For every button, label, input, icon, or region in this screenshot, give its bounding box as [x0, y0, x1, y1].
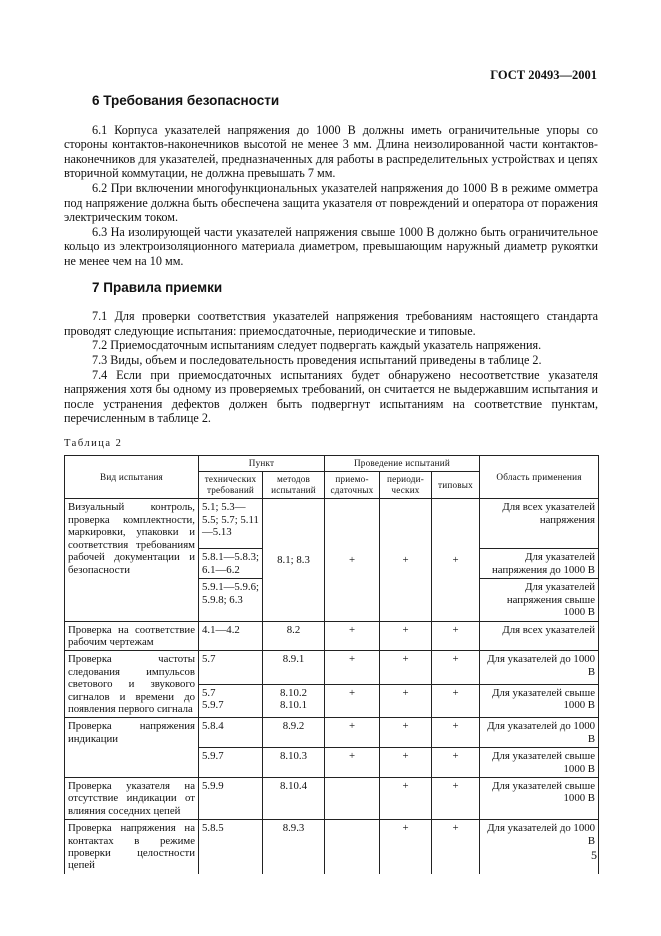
- header-scope: Область применения: [480, 456, 599, 499]
- content: [64, 94, 598, 874]
- paragraph-6-3: 6.3 На изолирующей части указателей напряжения свыше 1000 В должно быть ограничительное кольцо из электроизоляционного материала диаметром, превышающим наружный диаметр рукоятки не менее чем на 10 мм.: [64, 224, 598, 268]
- cell-methods: 8.2: [263, 621, 325, 651]
- cell-acceptance: [325, 820, 380, 874]
- cell-scope: Для указателей до 1000 В: [480, 820, 599, 874]
- cell-periodic: +: [380, 820, 432, 874]
- header-tech-req: технических требований: [199, 472, 263, 499]
- cell-type: +: [432, 684, 480, 718]
- cell-scope: Для всех указателей: [480, 621, 599, 651]
- section-7-title: 7 Правила приемки: [92, 279, 223, 295]
- cell-methods: 8.10.2 8.10.1: [263, 684, 325, 718]
- cell-acceptance: +: [325, 718, 380, 748]
- header-periodic: периоди-ческих: [380, 472, 432, 499]
- cell-tech: 5.9.9: [199, 777, 263, 819]
- standard-id: ГОСТ 20493—2001: [490, 68, 597, 82]
- cell-periodic: +: [380, 718, 432, 748]
- cell-periodic: +: [380, 499, 432, 621]
- cell-type: +: [432, 718, 480, 748]
- cell-methods: 8.1; 8.3: [263, 499, 325, 621]
- cell-tech: 5.8.1—5.8.3; 6.1—6.2: [199, 549, 263, 579]
- cell-periodic: +: [380, 621, 432, 651]
- table-header-row: [65, 456, 599, 472]
- paragraph-7-4: 7.4 Если при приемосдаточных испытаниях будет обнаружено несоответствие указателя напряжения хотя бы одному из проверяемых требований, он считается не выдержавшим испытания и после устранения дефектов должен быть подвергнут испытаниям на соответствие пунктам, перечисленным в таблице 2.: [64, 367, 598, 426]
- cell-scope: Для всех указателей напряжения: [480, 499, 599, 549]
- cell-periodic: +: [380, 651, 432, 685]
- cell-methods: 8.9.3: [263, 820, 325, 874]
- cell-periodic: +: [380, 684, 432, 718]
- table-row: [65, 777, 599, 819]
- cell-scope: Для указателей свыше 1000 В: [480, 777, 599, 819]
- paragraph-7-1: 7.1 Для проверки соответствия указателей напряжения требованиям настоящего стандарта проводят следующие испытания: приемосдаточные, периодические и типовые.: [64, 309, 598, 338]
- cell-scope: Для указателей напряжения до 1000 В: [480, 549, 599, 579]
- cell-periodic: +: [380, 748, 432, 778]
- cell-tech: 4.1—4.2: [199, 621, 263, 651]
- cell-type: +: [432, 621, 480, 651]
- header-methods: методов испытаний: [263, 472, 325, 499]
- cell-scope: Для указателей до 1000 В: [480, 718, 599, 748]
- cell-type: +: [432, 820, 480, 874]
- cell-type: +: [432, 651, 480, 685]
- header-test-type: Вид испытания: [65, 456, 199, 499]
- cell-type: +: [432, 499, 480, 621]
- table-row: [65, 651, 599, 685]
- header-acceptance: приемо-сдаточных: [325, 472, 380, 499]
- cell-tech: 5.9.7: [199, 748, 263, 778]
- cell-tech: 5.7: [199, 651, 263, 685]
- table-row: [65, 820, 599, 874]
- cell-methods: 8.10.4: [263, 777, 325, 819]
- cell-acceptance: [325, 777, 380, 819]
- paragraph-6-2: 6.2 При включении многофункциональных указателей напряжения до 1000 В в режиме омметра под напряжение должна быть обеспечена защита указателя от повреждений и оператора от поражения электрическим током.: [64, 180, 598, 225]
- cell-scope: Для указателей свыше 1000 В: [480, 684, 599, 718]
- cell-type: +: [432, 748, 480, 778]
- cell-test: Проверка на соответствие рабочим чертежам: [65, 621, 199, 651]
- cell-scope: Для указателей до 1000 В: [480, 651, 599, 685]
- paragraph-7-3: 7.3 Виды, объем и последовательность проведения испытаний приведены в таблице 2.: [92, 352, 542, 367]
- cell-methods: 8.9.1: [263, 651, 325, 685]
- header-type-tests: типовых: [432, 472, 480, 499]
- cell-tech: 5.8.5: [199, 820, 263, 874]
- cell-test: Визуальный контроль, проверка комплектности, маркировки, упаковки и соответствия требованиям рабочей документации и безопасности: [65, 499, 199, 621]
- cell-tech: 5.9.1—5.9.6; 5.9.8; 6.3: [199, 579, 263, 621]
- cell-test: Проверка напряжения индикации: [65, 718, 199, 778]
- cell-methods: 8.10.3: [263, 748, 325, 778]
- table-row: [65, 621, 599, 651]
- table-caption: Таблица 2: [64, 437, 123, 449]
- cell-tech: 5.1; 5.3—5.5; 5.7; 5.11—5.13: [199, 499, 263, 549]
- header-conduct: Проведение испытаний: [325, 456, 480, 472]
- cell-acceptance: +: [325, 684, 380, 718]
- tests-table: [64, 455, 599, 873]
- cell-acceptance: +: [325, 499, 380, 621]
- cell-type: +: [432, 777, 480, 819]
- cell-acceptance: +: [325, 748, 380, 778]
- cell-tech: 5.8.4: [199, 718, 263, 748]
- page-number: 5: [591, 848, 597, 862]
- table-row: [65, 718, 599, 748]
- cell-methods: 8.9.2: [263, 718, 325, 748]
- cell-tech: 5.7 5.9.7: [199, 684, 263, 718]
- header-clause: Пункт: [199, 456, 325, 472]
- cell-acceptance: +: [325, 621, 380, 651]
- cell-periodic: +: [380, 777, 432, 819]
- table-row: [65, 499, 599, 549]
- section-6-title: 6 Требования безопасности: [92, 93, 280, 108]
- cell-test: Проверка указателя на отсутствие индикации от влияния соседних цепей: [65, 777, 199, 819]
- cell-acceptance: +: [325, 651, 380, 685]
- cell-scope: Для указателей напряжения свыше 1000 В: [480, 579, 599, 621]
- paragraph-7-2: 7.2 Приемосдаточным испытаниям следует подвергать каждый указатель напряжения.: [92, 338, 542, 353]
- paragraph-6-1: 6.1 Корпуса указателей напряжения до 1000 В должны иметь ограничительные упоры со стороны контактов-наконечников высотой не менее 3 мм. Длина неизолированной части контактов-наконечников для указателей, предназначенных для работы в распределительных устройствах и цепях вторичной коммутации, не должна превышать 7 мм.: [64, 122, 598, 181]
- cell-test: Проверка напряжения на контактах в режиме проверки целостности цепей: [65, 820, 199, 874]
- cell-scope: Для указателей свыше 1000 В: [480, 748, 599, 778]
- cell-test: Проверка частоты следования импульсов светового и звукового сигналов и времени до появления первого сигнала: [65, 651, 199, 718]
